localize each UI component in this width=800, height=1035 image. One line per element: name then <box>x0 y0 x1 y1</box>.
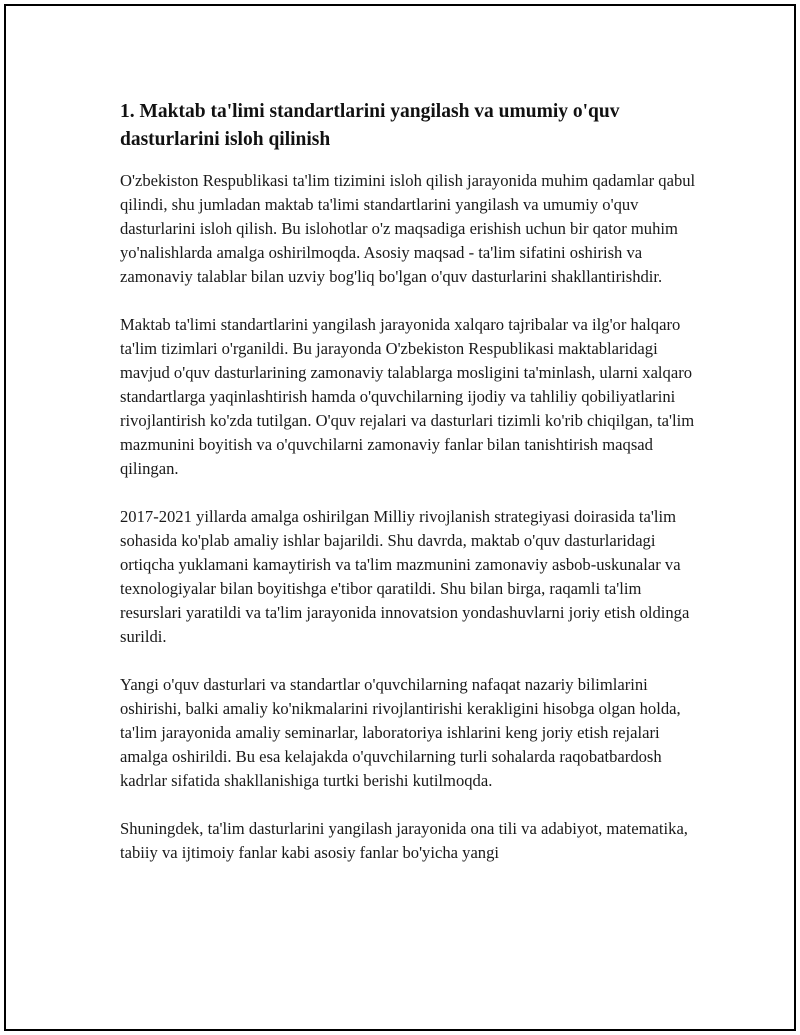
paragraph-standards: Maktab ta'limi standartlarini yangilash jarayonida xalqaro tajribalar va ilg'or halqaro ta'lim tizimlari o'rganildi. Bu jarayonda O'zbekiston Respublikasi maktablaridagi mavjud o'quv dasturlarining zamonaviy talablarga mosligini ta'minlash, ularni xalqaro standartlarga yaqinlashtirish hamda o'quvchilarning ijodiy va tahliliy qobiliyatlarini rivojlantirish ko'zda tutilgan. O'quv rejalari va dasturlari tizimli ko'rib chiqilgan, ta'lim mazmunini boyitish va o'quvchilarni zamonaviy fanlar bilan tanishtirish maqsad qilingan. <box>120 315 695 478</box>
paragraph-strategy: 2017-2021 yillarda amalga oshirilgan Milliy rivojlanish strategiyasi doirasida ta'lim sohasida ko'plab amaliy ishlar bajarildi. Shu davrda, maktab o'quv dasturlaridagi ortiqcha yuklamani kamaytirish va ta'lim mazmunini zamonaviy asbob-uskunalar va texnologiyalar bilan boyitishga e'tibor qaratildi. Shu bilan birga, raqamli ta'lim resurslari yaratildi va ta'lim jarayonida innovatsion yondashuvlarni joriy etish oldinga surildi. <box>120 507 690 646</box>
paragraph-new-curricula: Yangi o'quv dasturlari va standartlar o'quvchilarning nafaqat nazariy bilimlarini oshirishi, balki amaliy ko'nikmalarini rivojlantirishi kerakligini hisobga olgan holda, ta'lim jarayonida amaliy seminarlar, laboratoriya ishlarini keng joriy etish rejalari amalga oshirildi. Bu esa kelajakda o'quvchilarning turli sohalarda raqobatbardosh kadrlar sifatida shakllanishiga turtki berishi kutilmoqda. <box>120 675 681 790</box>
document-body <box>120 98 700 889</box>
paragraph-subjects: Shuningdek, ta'lim dasturlarini yangilash jarayonida ona tili va adabiyot, matematika, tabiiy va ijtimoiy fanlar kabi asosiy fanlar bo'yicha yangi <box>120 819 688 862</box>
section-heading: 1. Maktab ta'limi standartlarini yangilash va umumiy o'quv dasturlarini isloh qilinish <box>120 101 620 150</box>
paragraph-intro: O'zbekiston Respublikasi ta'lim tizimini isloh qilish jarayonida muhim qadamlar qabul qilindi, shu jumladan maktab ta'limi standartlarini yangilash va umumiy o'quv dasturlarini isloh qilish. Bu islohotlar o'z maqsadiga erishish uchun bir qator muhim yo'nalishlarda amalga oshirilmoqda. Asosiy maqsad - ta'lim sifatini oshirish va zamonaviy talablar bilan uzviy bog'liq bo'lgan o'quv dasturlarini shakllantirishdir. <box>120 171 696 286</box>
document-page <box>4 4 796 1031</box>
